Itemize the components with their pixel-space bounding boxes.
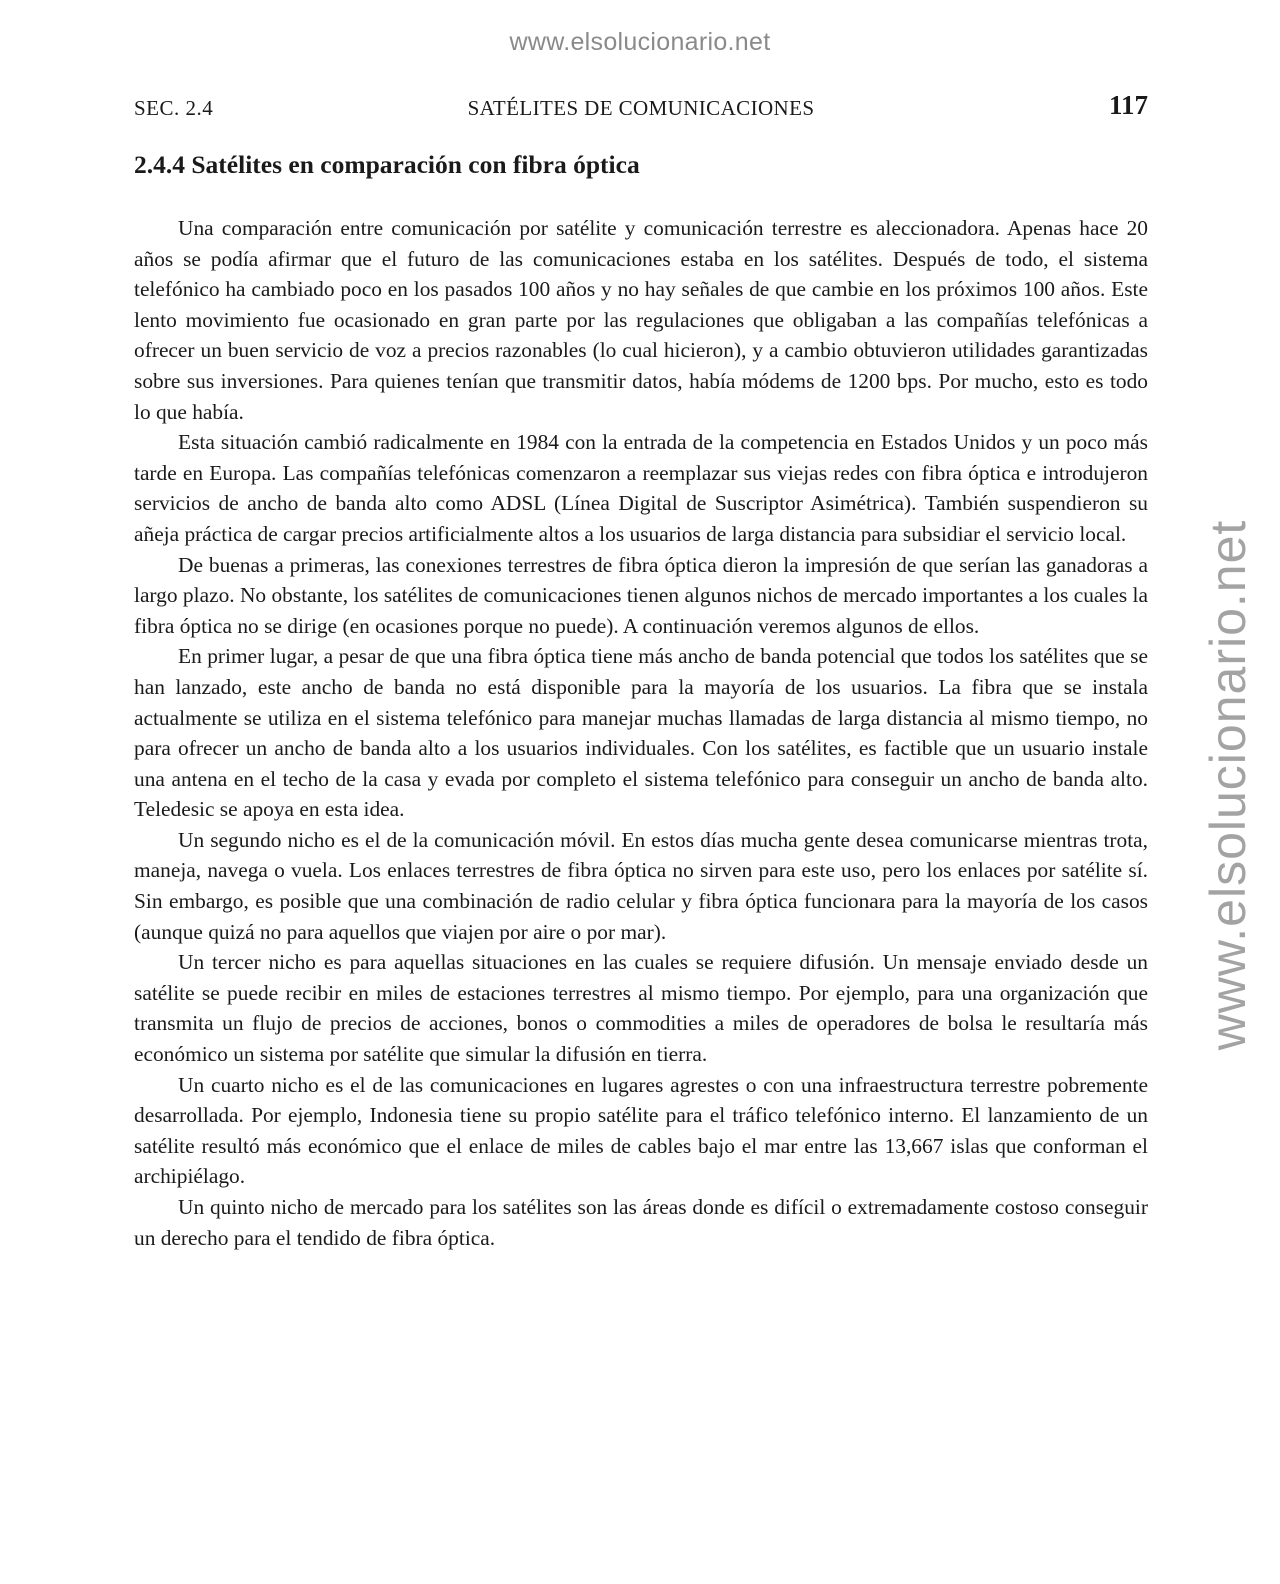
chapter-title: SATÉLITES DE COMUNICACIONES: [467, 96, 815, 120]
section-number: SEC. 2.4: [134, 96, 214, 120]
running-head: [134, 90, 1148, 126]
page-number: 117: [1108, 90, 1148, 120]
paragraph: Una comparación entre comunicación por satélite y comunicación terrestre es aleccionadora. Apenas hace 20 años se podía afirmar que el futuro de las comunicaciones estaba en los satélites. Después de todo, el sistema telefónico ha cambiado poco en los pasados 100 años y no hay señales de que cambie en los próximos 100 años. Este lento movimiento fue ocasionado en gran parte por las regulaciones que obligaban a las compañías telefónicas a ofrecer un buen servicio de voz a precios razonables (lo cual hicieron), y a cambio obtuvieron utilidades garantizadas sobre sus inversiones. Para quienes tenían que transmitir datos, había módems de 1200 bps. Por mucho, esto es todo lo que había.: [134, 216, 1148, 424]
watermark-top: www.elsolucionario.net: [509, 28, 771, 56]
paragraph: Un cuarto nicho es el de las comunicaciones en lugares agrestes o con una infraestructura terrestre pobremente desarrollada. Por ejemplo, Indonesia tiene su propio satélite para el tráfico telefónico interno. El lanzamiento de un satélite resultó más económico que el enlace de miles de cables bajo el mar entre las 13,667 islas que conforman el archipiélago.: [134, 1072, 1148, 1189]
paragraph: Un segundo nicho es el de la comunicación móvil. En estos días mucha gente desea comunicarse mientras trota, maneja, navega o vuela. Los enlaces terrestres de fibra óptica no sirven para este uso, pero los enlaces por satélite sí. Sin embargo, es posible que una combinación de radio celular y fibra óptica funcionara para la mayoría de los casos (aunque quizá no para aquellos que viajen por aire o por mar).: [134, 827, 1148, 944]
paragraph: De buenas a primeras, las conexiones terrestres de fibra óptica dieron la impresión de que serían las ganadoras a largo plazo. No obstante, los satélites de comunicaciones tienen algunos nichos de mercado importantes a los cuales la fibra óptica no se dirige (en ocasiones porque no puede). A continuación veremos algunos de ellos.: [134, 552, 1148, 638]
paragraph: Esta situación cambió radicalmente en 1984 con la entrada de la competencia en Estados Unidos y un poco más tarde en Europa. Las compañías telefónicas comenzaron a reemplazar sus viejas redes con fibra óptica e introdujeron servicios de ancho de banda alto como ADSL (Línea Digital de Suscriptor Asimétrica). También suspendieron su añeja práctica de cargar precios artificialmente altos a los usuarios de larga distancia para subsidiar el servicio local.: [134, 430, 1148, 546]
body-text: [134, 213, 1148, 1253]
paragraph: En primer lugar, a pesar de que una fibra óptica tiene más ancho de banda potencial que todos los satélites que se han lanzado, este ancho de banda no está disponible para la mayoría de los usuarios. La fibra que se instala actualmente se utiliza en el sistema telefónico para manejar muchas llamadas de larga distancia al mismo tiempo, no para ofrecer un ancho de banda alto a los usuarios individuales. Con los satélites, es factible que un usuario instale una antena en el techo de la casa y evada por completo el sistema telefónico para conseguir un ancho de banda alto. Teledesic se apoya en esta idea.: [134, 644, 1148, 822]
paragraph: Un tercer nicho es para aquellas situaciones en las cuales se requiere difusión. Un mensaje enviado desde un satélite se puede recibir en miles de estaciones terrestres al mismo tiempo. Por ejemplo, para una organización que transmita un flujo de precios de acciones, bonos o commodities a miles de operadores de bolsa le resultaría más económico un sistema por satélite que simular la difusión en tierra.: [134, 950, 1148, 1067]
section-heading: 2.4.4 Satélites en comparación con fibra óptica: [134, 150, 640, 179]
paragraph: Un quinto nicho de mercado para los satélites son las áreas donde es difícil o extremadamente costoso conseguir un derecho para el tendido de fibra óptica.: [134, 1195, 1148, 1250]
watermark-side: www.elsolucionario.net: [1200, 519, 1256, 1051]
